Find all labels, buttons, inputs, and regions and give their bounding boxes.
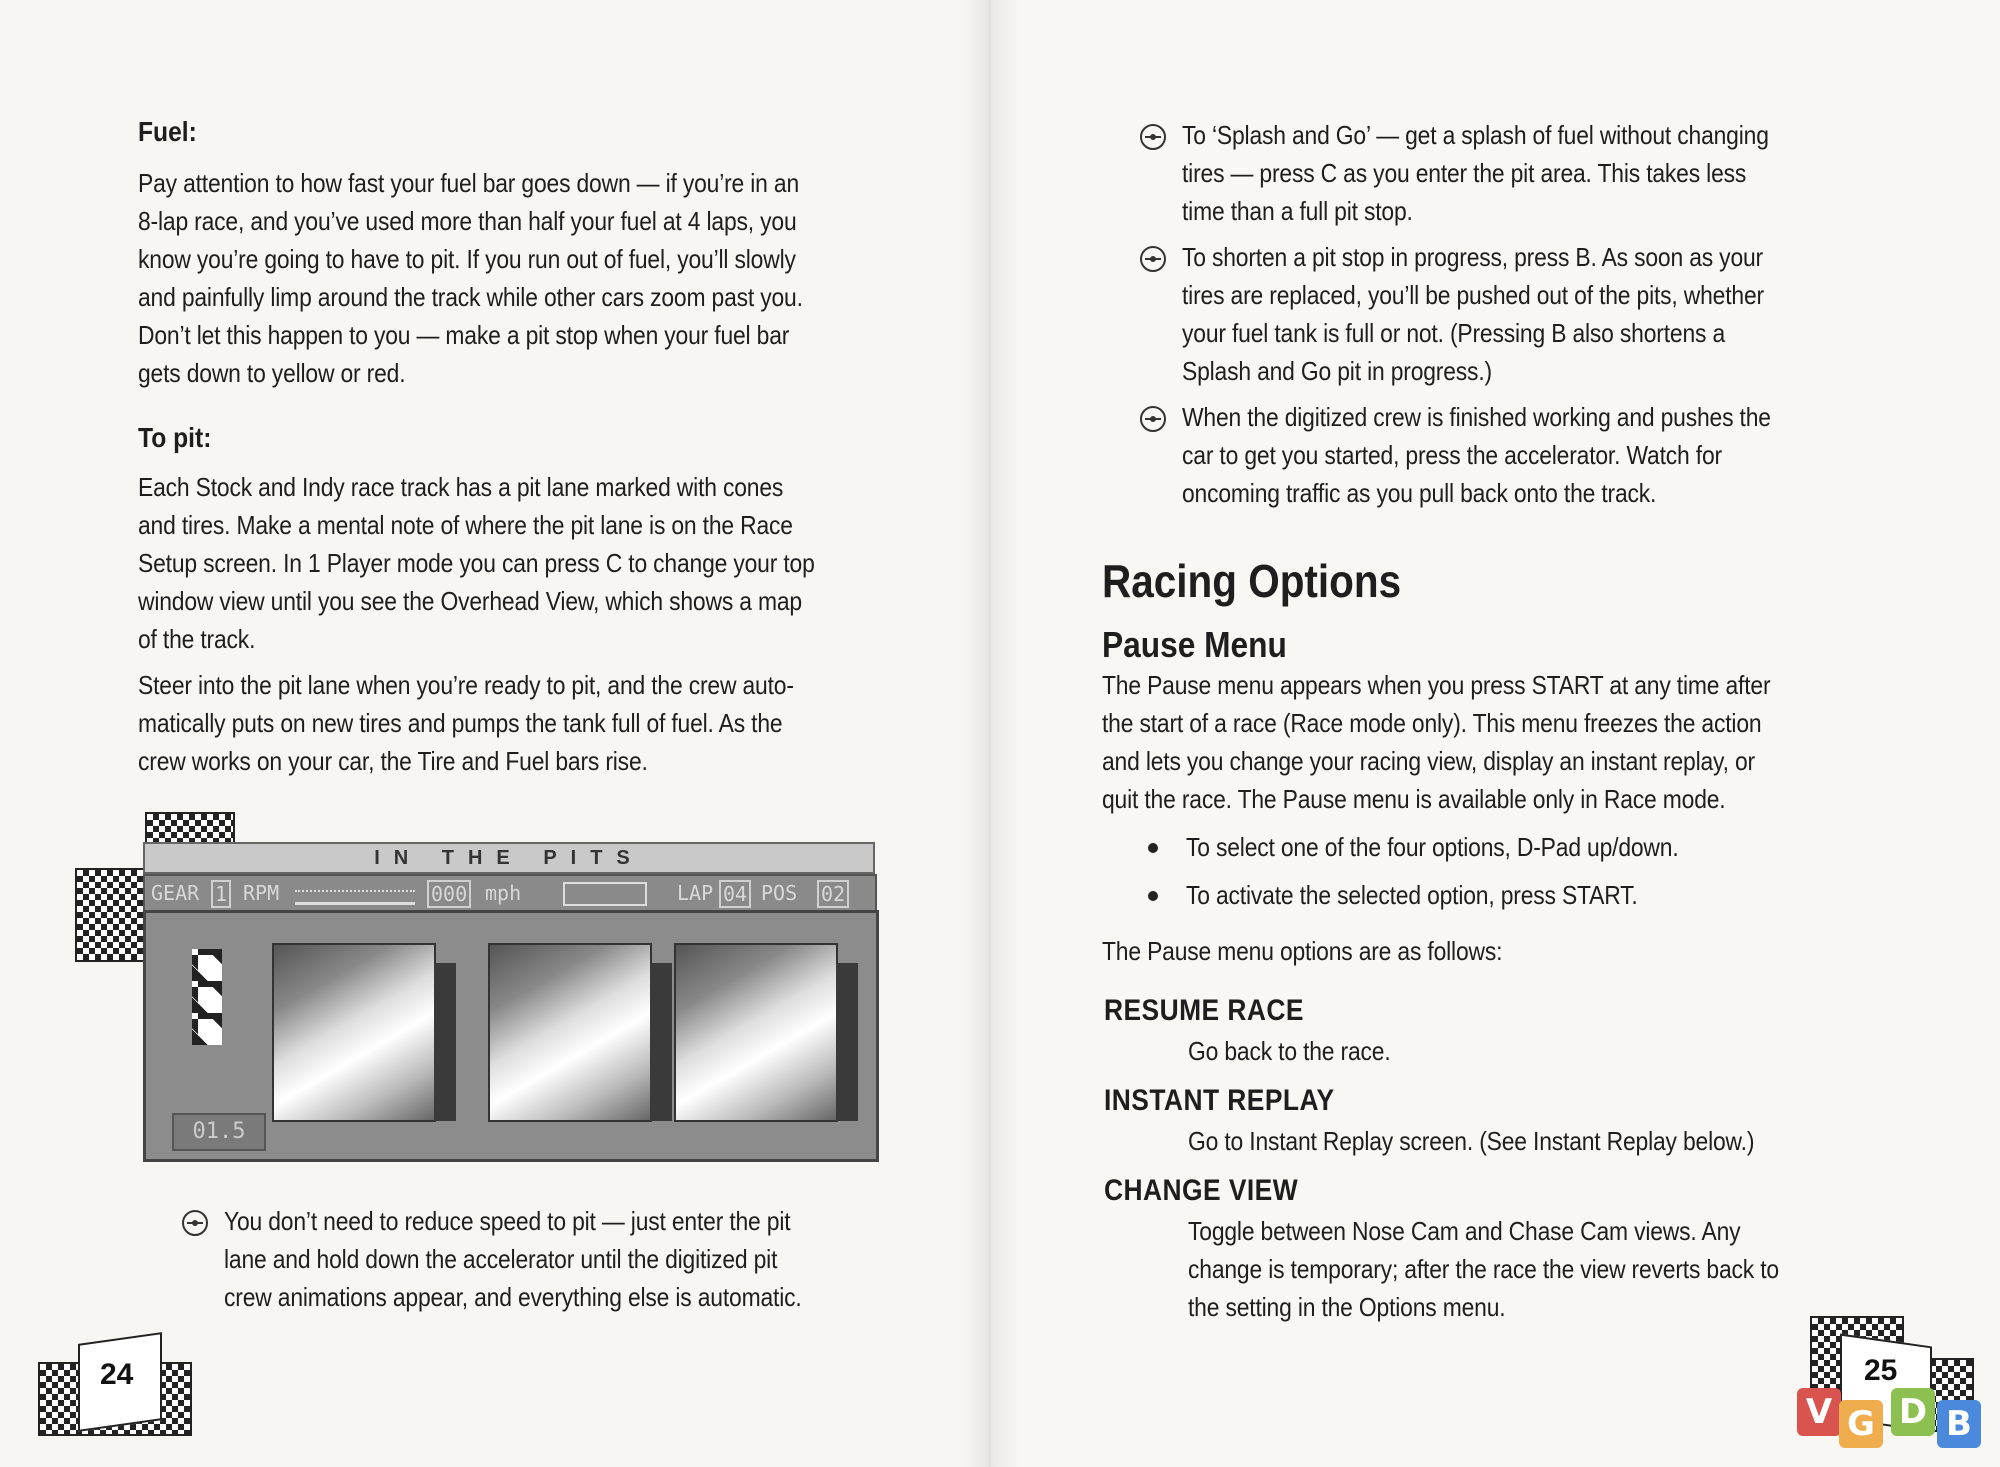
pit-animation-area — [143, 910, 879, 1162]
bullet-text — [1182, 398, 1771, 512]
pit-crew-frame — [674, 943, 838, 1122]
text-line: Splash and Go pit in progress.) — [1182, 356, 1492, 386]
text-line: car to get you started, press the accelerator. Watch for — [1182, 440, 1722, 470]
text-line: Pay attention to how fast your fuel bar goes down — if you’re in an — [138, 168, 800, 198]
checkered-flag-icon — [75, 868, 145, 962]
watermark-letter: B — [1937, 1400, 1981, 1448]
hud-bar — [143, 874, 877, 912]
bullet-text — [224, 1202, 802, 1316]
change-view-heading: CHANGE VIEW — [1104, 1174, 1299, 1207]
pos-label: POS — [761, 881, 798, 905]
text-line: the start of a race (Race mode only). This menu freezes the action — [1102, 708, 1762, 738]
racing-options-heading: Racing Options — [1102, 555, 1402, 607]
text-line: When the digitized crew is finished working and pushes the — [1182, 402, 1771, 432]
watermark-letter: V — [1797, 1388, 1841, 1436]
crew-finished-bullet — [1140, 398, 1851, 512]
lap-label: LAP — [677, 881, 714, 905]
dot-bullet — [1148, 876, 1699, 914]
text-line: your fuel tank is full or not. (Pressing B also shortens a — [1182, 318, 1726, 348]
text-line: tires are replaced, you’ll be pushed out of the pits, whether — [1182, 280, 1764, 310]
text-line: know you’re going to have to pit. If you run out of fuel, you’ll slowly — [138, 244, 796, 274]
text-line: change is temporary; after the race the view reverts back to — [1188, 1254, 1779, 1284]
bullet-text: To select one of the four options, D-Pad up/down. — [1186, 832, 1679, 862]
page-number: 25 — [1864, 1354, 1898, 1387]
text-line: To ‘Splash and Go’ — get a splash of fuel without changing — [1182, 120, 1769, 150]
text-line: crew animations appear, and everything else is automatic. — [224, 1282, 802, 1312]
text-line: Don’t let this happen to you — make a pit stop when your fuel bar — [138, 320, 790, 350]
options-intro: The Pause menu options are as follows: — [1102, 936, 1503, 966]
text-line: gets down to yellow or red. — [138, 358, 406, 388]
gear-value: 1 — [211, 880, 231, 908]
gear-label: GEAR — [151, 881, 200, 905]
watermark-letter: G — [1839, 1400, 1883, 1448]
watermark-letter: D — [1891, 1388, 1935, 1436]
pit-paragraph-1 — [138, 468, 815, 658]
text-line: window view until you see the Overhead View, which shows a map — [138, 586, 802, 616]
lap-timer: 01.5 — [172, 1113, 266, 1151]
pit-paragraph-2 — [138, 666, 794, 780]
text-line: Each Stock and Indy race track has a pit lane marked with cones — [138, 472, 784, 502]
bullet-dot-icon — [1148, 843, 1158, 853]
steering-wheel-icon — [182, 1210, 208, 1236]
bullet-text — [1182, 116, 1769, 230]
option-description — [1188, 1032, 1391, 1070]
rpm-gauge — [295, 890, 415, 905]
lap-value: 04 — [719, 880, 751, 908]
bullet-text — [1182, 238, 1764, 390]
pos-value: 02 — [817, 880, 849, 908]
pit-crew-frame — [272, 943, 436, 1122]
in-the-pits-screenshot — [75, 812, 875, 1157]
text-line: tires — press C as you enter the pit area. This takes less — [1182, 158, 1747, 188]
right-page — [990, 0, 2000, 1467]
dot-bullet — [1148, 828, 1746, 866]
speed-unit: mph — [485, 881, 522, 905]
resume-race-heading: RESUME RACE — [1104, 994, 1304, 1027]
text-line: Go back to the race. — [1188, 1036, 1391, 1066]
text-line: 8-lap race, and you’ve used more than half your fuel at 4 laps, you — [138, 206, 797, 236]
bullet-dot-icon — [1148, 891, 1158, 901]
vgdb-watermark-logo — [1797, 1388, 1997, 1448]
screen-title: IN THE PITS — [143, 842, 875, 874]
text-line: the setting in the Options menu. — [1188, 1292, 1506, 1322]
pit-crew-frame — [488, 943, 652, 1122]
rpm-label: RPM — [243, 881, 280, 905]
pit-tip-bullet — [182, 1202, 880, 1316]
text-line: Steer into the pit lane when you’re ready to pit, and the crew auto- — [138, 670, 794, 700]
steering-wheel-icon — [1140, 406, 1166, 432]
book-gutter — [960, 0, 1020, 1467]
checkered-flag-icon — [145, 812, 235, 846]
text-line: crew works on your car, the Tire and Fuel bars rise. — [138, 746, 648, 776]
option-description — [1188, 1122, 1754, 1160]
text-line: To shorten a pit stop in progress, press B. As soon as your — [1182, 242, 1763, 272]
text-line: Go to Instant Replay screen. (See Instant Replay below.) — [1188, 1126, 1755, 1156]
steering-wheel-icon — [1140, 246, 1166, 272]
text-line: matically puts on new tires and pumps the tank full of fuel. As the — [138, 708, 783, 738]
text-line: You don’t need to reduce speed to pit — just enter the pit — [224, 1206, 791, 1236]
text-line: lane and hold down the accelerator until the digitized pit — [224, 1244, 778, 1274]
text-line: and tires. Make a mental note of where the pit lane is on the Race — [138, 510, 793, 540]
pause-menu-heading: Pause Menu — [1102, 624, 1287, 665]
text-line: quit the race. The Pause menu is available only in Race mode. — [1102, 784, 1726, 814]
checkered-strip-icon — [192, 949, 222, 1045]
speed-value: 000 — [427, 880, 471, 908]
shorten-pit-bullet — [1140, 238, 1843, 390]
pause-menu-paragraph — [1102, 666, 1770, 818]
steering-wheel-icon — [1140, 124, 1166, 150]
page-number: 24 — [100, 1358, 134, 1391]
text-line: Toggle between Nose Cam and Chase Cam views. Any — [1188, 1216, 1741, 1246]
fuel-heading: Fuel: — [138, 116, 197, 147]
text-line: and painfully limp around the track while other cars zoom past you. — [138, 282, 803, 312]
text-line: of the track. — [138, 624, 256, 654]
text-line: time than a full pit stop. — [1182, 196, 1413, 226]
fuel-paragraph — [138, 164, 803, 392]
text-line: and lets you change your racing view, display an instant replay, or — [1102, 746, 1755, 776]
option-description — [1188, 1212, 1779, 1326]
instant-replay-heading: INSTANT REPLAY — [1104, 1084, 1335, 1117]
text-line: The Pause menu appears when you press START at any time after — [1102, 670, 1771, 700]
fuel-gauge — [563, 882, 647, 906]
splash-go-bullet — [1140, 116, 1849, 230]
to-pit-heading: To pit: — [138, 422, 212, 453]
left-page — [0, 0, 990, 1467]
text-line: Setup screen. In 1 Player mode you can press C to change your top — [138, 548, 815, 578]
text-line: oncoming traffic as you pull back onto the track. — [1182, 478, 1657, 508]
bullet-text: To activate the selected option, press START. — [1186, 880, 1638, 910]
